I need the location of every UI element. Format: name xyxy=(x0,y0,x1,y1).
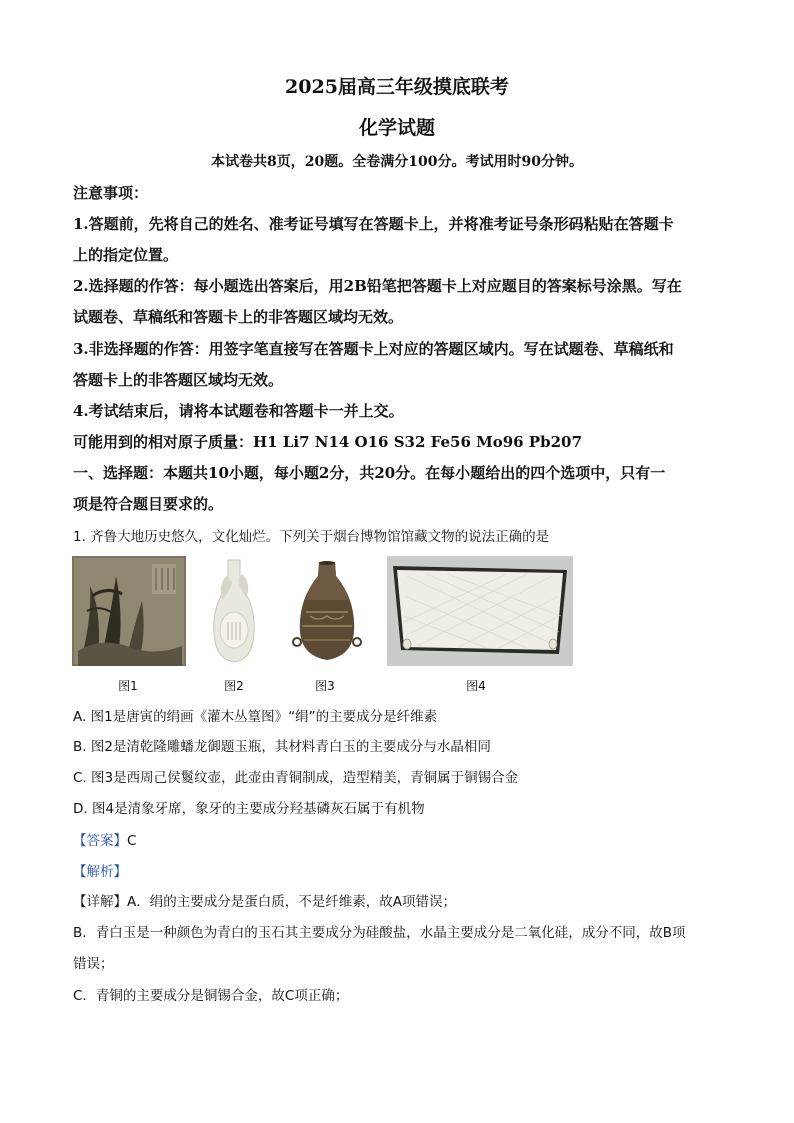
figure-2 xyxy=(206,556,262,666)
exam-title: 2025届高三年级摸底联考 xyxy=(285,76,509,98)
detail-line: 错误； xyxy=(73,956,114,972)
answer-line xyxy=(73,829,136,849)
note-line: 3.非选择题的作答：用签字笔直接写在答题卡上对应的答题区域内。写在试题卷、草稿纸和 xyxy=(73,340,674,358)
note-line: 4.考试结束后，请将本试题卷和答题卡一并上交。 xyxy=(73,402,404,420)
detail-line: 【详解】A．绢的主要成分是蛋白质，不是纤维素，故A项错误； xyxy=(73,894,456,910)
note-line: 试题卷、草稿纸和答题卡上的非答题区域均无效。 xyxy=(73,308,404,326)
figure-1-caption: 图1 xyxy=(118,679,138,693)
figure-4-caption: 图4 xyxy=(466,679,486,693)
section-heading-cont: 项是符合题目要求的。 xyxy=(73,495,224,513)
bronze-pot-icon xyxy=(288,556,366,666)
figure-3-caption: 图3 xyxy=(315,679,335,693)
ivory-mat-icon xyxy=(387,556,573,666)
answer-value: C xyxy=(127,833,137,849)
figure-1 xyxy=(72,556,186,666)
option-b: B. 图2是清乾隆雕蟠龙御题玉瓶，其材料青白玉的主要成分与水晶相同 xyxy=(73,739,491,755)
atomic-masses: 可能用到的相对原子质量：H1 Li7 N14 O16 S32 Fe56 Mo96 Pb207 xyxy=(73,433,582,451)
question-stem: 1. 齐鲁大地历史悠久，文化灿烂。下列关于烟台博物馆馆藏文物的说法正确的是 xyxy=(73,529,550,545)
note-line: 1.答题前，先将自己的姓名、准考证号填写在答题卡上，并将准考证号条形码粘贴在答题卡 xyxy=(73,215,674,233)
subject-title: 化学试题 xyxy=(358,117,435,139)
note-line: 上的指定位置。 xyxy=(73,246,179,264)
figure-2-caption: 图2 xyxy=(224,679,244,693)
detail-line: B．青白玉是一种颜色为青白的玉石其主要成分为硅酸盐，水晶主要成分是二氧化硅，成分不同，故B项 xyxy=(73,925,686,941)
figure-4 xyxy=(387,556,573,666)
exam-info: 本试卷共8页，20题。全卷满分100分。考试用时90分钟。 xyxy=(211,154,583,170)
option-c: C. 图3是西周己侯鬉纹壶，此壶由青铜制成，造型精美，青铜属于铜锡合金 xyxy=(73,770,519,786)
answer-tag: 【答案】 xyxy=(73,833,127,849)
notes-heading: 注意事项： xyxy=(73,184,149,202)
painting-icon xyxy=(72,556,186,666)
figure-3 xyxy=(288,556,366,666)
note-line: 2.选择题的作答：每小题选出答案后，用2B铅笔把答题卡上对应题目的答案标号涂黑。写在 xyxy=(73,277,682,295)
jade-vase-icon xyxy=(206,556,262,666)
option-a: A. 图1是唐寅的绢画《灌木丛篁图》“绢”的主要成分是纤维素 xyxy=(73,709,438,725)
option-d: D. 图4是清象牙席，象牙的主要成分羟基磷灰石属于有机物 xyxy=(73,801,425,817)
analysis-tag: 【解析】 xyxy=(73,864,127,880)
section-heading: 一、选择题：本题共10小题，每小题2分，共20分。在每小题给出的四个选项中，只有一 xyxy=(73,464,666,482)
detail-line: C．青铜的主要成分是铜锡合金，故C项正确； xyxy=(73,988,349,1004)
note-line: 答题卡上的非答题区域均无效。 xyxy=(73,371,284,389)
